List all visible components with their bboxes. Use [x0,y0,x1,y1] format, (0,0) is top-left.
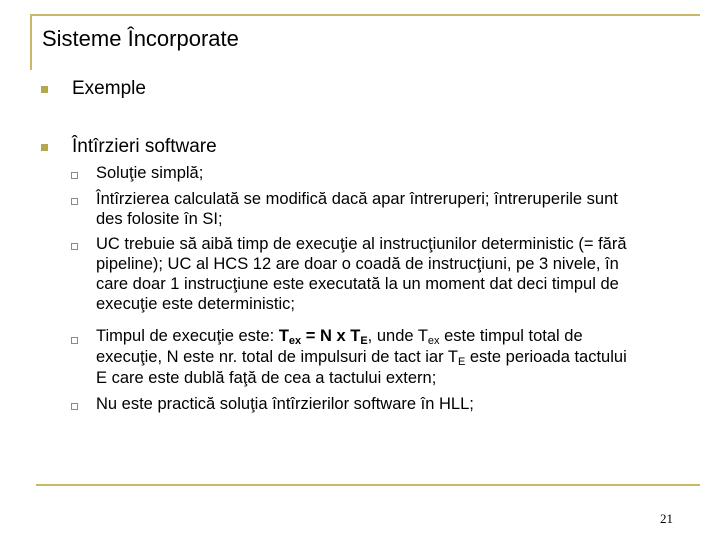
sub-item-4-line-2: execuţie, N este nr. total de impulsuri de tact iar $T_E$ este perioada tactului [96,348,627,368]
title-accent-vertical-line [30,14,32,70]
page-number: 21 [660,511,673,526]
sub-item-3-line-3: care doar 1 instrucţiune este executată la un moment dat deci timpul de [96,275,619,293]
hollow-square-bullet-icon [71,243,78,250]
sub-item-3-line-1: UC trebuie să aibă timp de execuţie al instrucţiunilor deterministic (= fără [96,235,627,253]
hollow-square-bullet-icon [71,172,78,179]
hollow-square-bullet-icon [71,337,78,344]
slide-title: Sisteme Încorporate [42,26,239,51]
bullet-intirzieri-software: Întîrzieri software [72,136,217,157]
square-bullet-icon [41,144,48,151]
sub-item-3-line-2: pipeline); UC al HCS 12 are doar o coadă de instrucţiuni, pe 3 nivele, în [96,255,619,273]
sub-item-4-line-1: Timpul de execuţie este: $T_{ex} = N$ x $T_E$, unde $T_{ex}$ este timpul total de [96,327,583,347]
sub-item-4-line-3: E care este dublă faţă de cea a tactului extern; [96,369,437,387]
hollow-square-bullet-icon [71,198,78,205]
sub-item-2-line-2: des folosite în SI; [96,210,223,228]
bullet-exemple: Exemple [72,78,146,99]
square-bullet-icon [41,86,48,93]
hollow-square-bullet-icon [71,403,78,410]
sub-item-1: Soluţie simplă; [96,164,204,182]
sub-item-2-line-1: Întîrzierea calculată se modifică dacă apar întreruperi; întreruperile sunt [96,190,618,208]
sub-item-3-line-4: execuţie este deterministic; [96,295,296,313]
sub-item-5: Nu este practică soluţia întîrzierilor software în HLL; [96,395,474,413]
title-accent-horizontal-line [30,14,700,16]
footer-divider-line [36,484,700,486]
